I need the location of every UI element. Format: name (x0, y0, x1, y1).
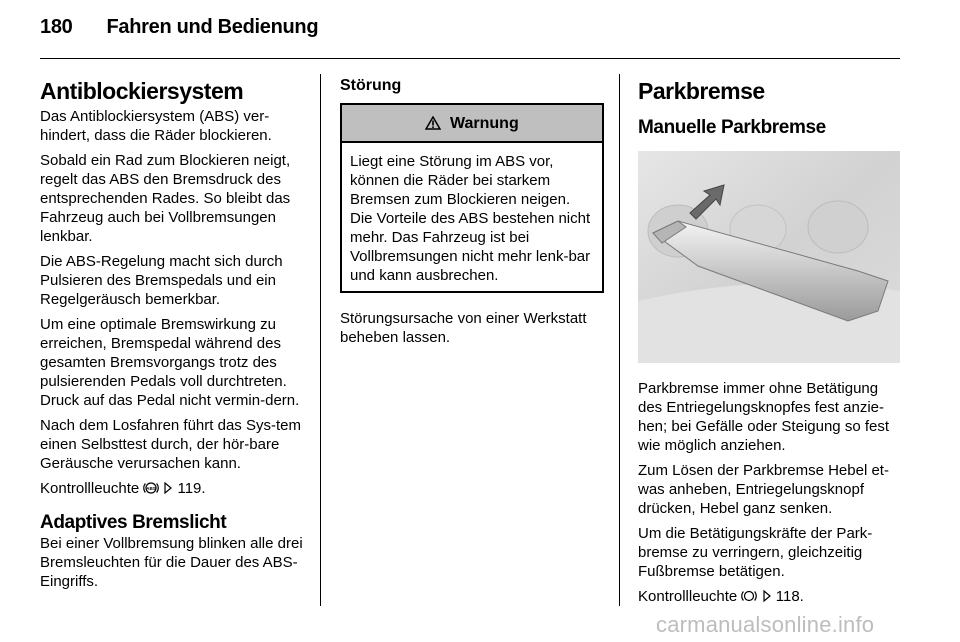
warning-header (342, 105, 602, 143)
warning-body (342, 143, 602, 291)
column-divider-2 (619, 74, 620, 606)
heading-parkbremse: Parkbremse (638, 78, 765, 104)
reference-page: 118. (775, 588, 804, 605)
abs-warning-icon (143, 480, 163, 496)
watermark: carmanualsonline.info (656, 612, 875, 637)
indicator-label: Kontrollleuchte (638, 588, 738, 605)
heading-manuelle-parkbremse: Manuelle Parkbremse (638, 117, 826, 138)
header-rule (40, 58, 900, 59)
paragraph: Die ABS-Regelung macht sich durch Pulsieren des Bremspedals und ein Regelgeräusch bemerkbar. (40, 253, 283, 308)
paragraph: Parkbremse immer ohne Betätigung des Entriegelungsknopfes fest anzie-hen; bei Gefälle oder Steigung so fest wie möglich anziehen. (638, 380, 890, 454)
column-stoerung (340, 68, 604, 353)
svg-text:ABS: ABS (146, 486, 157, 491)
parking-brake-illustration (638, 151, 900, 363)
paragraph: Zum Lösen der Parkbremse Hebel et-was anheben, Entriegelungsknopf drücken, Hebel ganz senken. (638, 462, 889, 517)
paragraph: Sobald ein Rad zum Blockieren neigt, regelt das ABS den Bremsdruck des entsprechenden Rades. So bleibt das Fahrzeug auch bei Vollbremsungen lenkbar. (40, 152, 291, 245)
paragraph: Bei einer Vollbremsung blinken alle drei Bremsleuchten für die Dauer des ABS-Eingriffs. (40, 535, 303, 590)
column-parkbremse (638, 68, 906, 612)
column-divider-1 (320, 74, 321, 606)
indicator-label: Kontrollleuchte (40, 480, 140, 497)
heading-adaptives-bremslicht: Adaptives Bremslicht (40, 512, 227, 533)
warning-title: Warnung (450, 115, 519, 132)
indicator-reference (638, 587, 906, 606)
page-title: Fahren und Bedienung (106, 16, 319, 38)
page-reference-arrow-icon (762, 588, 776, 605)
paragraph: Nach dem Losfahren führt das Sys-tem einen Selbsttest durch, der hör-bare Geräusche verursachen kann. (40, 417, 301, 472)
paragraph: Das Antiblockiersystem (ABS) ver-hindert, dass die Räder blockieren. (40, 108, 272, 144)
page-header (40, 16, 318, 39)
paragraph: Um eine optimale Bremswirkung zu erreichen, Bremspedal während des gesamten Bremsvorgangs trotz des pulsierenden Pedals voll durchtreten. Druck auf das Pedal nicht vermin-dern. (40, 316, 300, 409)
warning-text: Liegt eine Störung im ABS vor, können die Räder bei starkem Bremsen zum Blockieren neigen. Die Vorteile des ABS bestehen nicht mehr. Das Fahrzeug ist bei Vollbremsungen nicht mehr lenk-bar und kann ausbrechen. (350, 153, 591, 284)
paragraph: Um die Betätigungskräfte der Park-bremse zu verringern, gleichzeitig Fußbremse betätigen. (638, 525, 873, 580)
reference-page: 119. (177, 480, 206, 497)
heading-stoerung: Störung (340, 77, 402, 94)
paragraph: Störungsursache von einer Werkstatt beheben lassen. (340, 310, 587, 346)
parking-brake-icon (741, 588, 761, 605)
column-abs (40, 68, 308, 597)
warning-box (340, 103, 604, 293)
indicator-reference (40, 479, 308, 498)
heading-antiblockiersystem: Antiblockiersystem (40, 78, 244, 104)
warning-triangle-icon (425, 113, 446, 132)
page-reference-arrow-icon (163, 480, 177, 497)
page-number: 180 (40, 16, 73, 38)
